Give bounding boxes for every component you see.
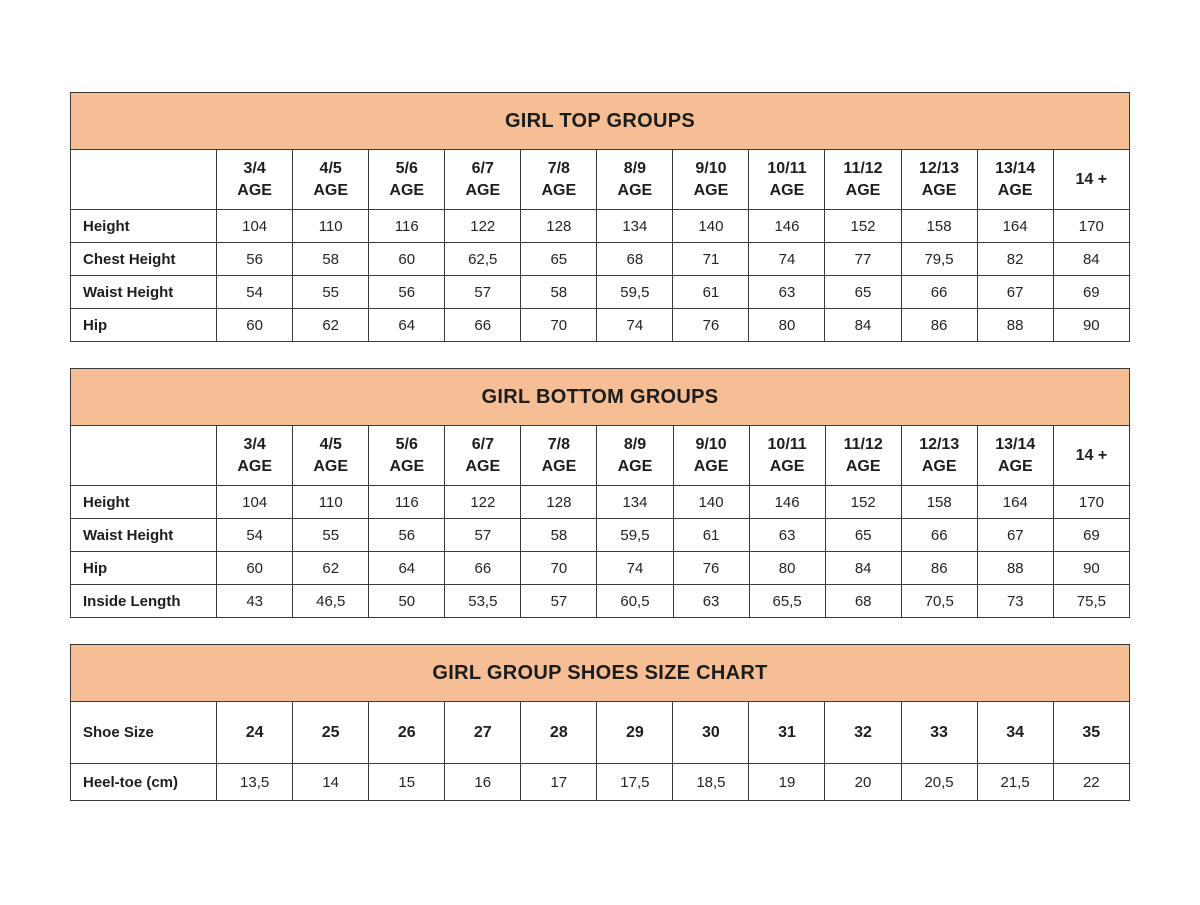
table-row xyxy=(71,585,1130,618)
age-header-line: 14 + xyxy=(1075,170,1108,188)
value-cell: 80 xyxy=(749,552,825,585)
age-header-line: AGE xyxy=(921,181,957,199)
age-header-cell xyxy=(825,426,901,486)
age-header-cell xyxy=(749,150,825,210)
value-cell: 63 xyxy=(749,276,825,309)
value-cell: 56 xyxy=(369,519,445,552)
age-header-line: AGE xyxy=(845,457,881,475)
value-cell: 60 xyxy=(217,309,293,342)
age-header-cell xyxy=(1053,426,1129,486)
value-cell: 57 xyxy=(445,519,521,552)
value-cell: 18,5 xyxy=(673,764,749,801)
value-cell: 56 xyxy=(369,276,445,309)
value-cell: 110 xyxy=(293,486,369,519)
value-cell: 22 xyxy=(1053,764,1129,801)
value-cell: 66 xyxy=(445,309,521,342)
value-cell: 59,5 xyxy=(597,276,673,309)
table-row xyxy=(71,702,1130,764)
value-cell: 17 xyxy=(521,764,597,801)
girl-shoes-size-chart-table xyxy=(70,644,1130,801)
value-cell: 69 xyxy=(1053,276,1129,309)
value-cell: 67 xyxy=(977,276,1053,309)
age-header-line: AGE xyxy=(617,457,653,475)
girl-top-groups-table xyxy=(70,92,1130,342)
age-header-line: 4/5 xyxy=(319,160,342,178)
table-row xyxy=(71,309,1130,342)
value-cell: 62 xyxy=(293,309,369,342)
age-header-line: 8/9 xyxy=(623,160,646,178)
value-cell: 25 xyxy=(293,702,369,764)
value-cell: 50 xyxy=(369,585,445,618)
age-header-line: 12/13 xyxy=(919,436,960,454)
table-row xyxy=(71,276,1130,309)
value-cell: 86 xyxy=(901,552,977,585)
value-cell: 15 xyxy=(369,764,445,801)
age-header-line: 10/11 xyxy=(767,436,807,454)
table-row xyxy=(71,486,1130,519)
age-header-line: 12/13 xyxy=(919,160,960,178)
row-label: Heel-toe (cm) xyxy=(71,764,217,801)
value-cell: 152 xyxy=(825,486,901,519)
value-cell: 64 xyxy=(369,552,445,585)
value-cell: 82 xyxy=(977,243,1053,276)
age-header-cell xyxy=(977,426,1053,486)
age-header-line: 5/6 xyxy=(395,160,418,178)
value-cell: 58 xyxy=(521,519,597,552)
age-header-line: AGE xyxy=(465,181,501,199)
age-header-line: AGE xyxy=(921,457,957,475)
value-cell: 58 xyxy=(521,276,597,309)
age-header-line: AGE xyxy=(313,457,349,475)
age-header-cell xyxy=(901,150,977,210)
corner-cell xyxy=(71,426,217,486)
row-label: Shoe Size xyxy=(71,702,217,764)
value-cell: 54 xyxy=(217,276,293,309)
age-header-cell xyxy=(673,150,749,210)
age-header-line: 7/8 xyxy=(547,436,571,454)
row-label: Waist Height xyxy=(71,519,217,552)
table-title: GIRL BOTTOM GROUPS xyxy=(71,369,1130,426)
age-header-cell xyxy=(597,150,673,210)
value-cell: 26 xyxy=(369,702,445,764)
value-cell: 57 xyxy=(445,276,521,309)
value-cell: 128 xyxy=(521,210,597,243)
age-header-line: 13/14 xyxy=(995,160,1036,178)
value-cell: 73 xyxy=(977,585,1053,618)
age-header-line: 3/4 xyxy=(243,160,266,178)
age-header-line: AGE xyxy=(389,181,425,199)
age-header-cell xyxy=(293,426,369,486)
value-cell: 64 xyxy=(369,309,445,342)
value-cell: 60 xyxy=(369,243,445,276)
value-cell: 20,5 xyxy=(901,764,977,801)
age-header-line: AGE xyxy=(237,181,272,199)
value-cell: 90 xyxy=(1053,552,1129,585)
value-cell: 170 xyxy=(1053,210,1129,243)
value-cell: 28 xyxy=(521,702,597,764)
value-cell: 13,5 xyxy=(217,764,293,801)
value-cell: 67 xyxy=(977,519,1053,552)
girl-bottom-groups-table xyxy=(70,368,1130,618)
value-cell: 164 xyxy=(977,486,1053,519)
value-cell: 65 xyxy=(825,519,901,552)
value-cell: 66 xyxy=(901,276,977,309)
row-label: Hip xyxy=(71,309,217,342)
age-header-cell xyxy=(901,426,977,486)
age-header-cell xyxy=(445,426,521,486)
value-cell: 20 xyxy=(825,764,901,801)
age-header-line: AGE xyxy=(997,457,1033,475)
row-label: Height xyxy=(71,486,217,519)
age-header-cell xyxy=(293,150,369,210)
age-header-line: 5/6 xyxy=(395,436,418,454)
value-cell: 58 xyxy=(293,243,369,276)
value-cell: 27 xyxy=(445,702,521,764)
value-cell: 116 xyxy=(369,486,445,519)
row-label: Inside Length xyxy=(71,585,217,618)
value-cell: 60 xyxy=(217,552,293,585)
value-cell: 66 xyxy=(901,519,977,552)
value-cell: 84 xyxy=(1053,243,1129,276)
value-cell: 70 xyxy=(521,309,597,342)
table-title: GIRL TOP GROUPS xyxy=(71,93,1130,150)
value-cell: 34 xyxy=(977,702,1053,764)
value-cell: 43 xyxy=(217,585,293,618)
value-cell: 32 xyxy=(825,702,901,764)
age-header-cell xyxy=(597,426,673,486)
value-cell: 75,5 xyxy=(1053,585,1129,618)
age-header-cell xyxy=(977,150,1053,210)
value-cell: 74 xyxy=(749,243,825,276)
value-cell: 84 xyxy=(825,552,901,585)
row-label: Chest Height xyxy=(71,243,217,276)
age-header-line: AGE xyxy=(465,457,501,475)
value-cell: 68 xyxy=(825,585,901,618)
age-header-line: AGE xyxy=(541,181,577,199)
value-cell: 29 xyxy=(597,702,673,764)
value-cell: 24 xyxy=(217,702,293,764)
row-label: Waist Height xyxy=(71,276,217,309)
value-cell: 61 xyxy=(673,519,749,552)
age-header-line: 9/10 xyxy=(695,160,727,178)
age-header-line: 10/11 xyxy=(767,160,807,178)
age-header-line: 9/10 xyxy=(695,436,727,454)
value-cell: 31 xyxy=(749,702,825,764)
value-cell: 65 xyxy=(521,243,597,276)
value-cell: 65 xyxy=(825,276,901,309)
value-cell: 104 xyxy=(217,210,293,243)
table-row xyxy=(71,552,1130,585)
value-cell: 88 xyxy=(977,552,1053,585)
value-cell: 110 xyxy=(293,210,369,243)
age-header-cell xyxy=(1053,150,1129,210)
age-header-line: AGE xyxy=(541,457,577,475)
value-cell: 77 xyxy=(825,243,901,276)
age-header-cell xyxy=(217,150,293,210)
table-row xyxy=(71,519,1130,552)
value-cell: 35 xyxy=(1053,702,1129,764)
age-header-line: AGE xyxy=(693,457,729,475)
corner-cell xyxy=(71,150,217,210)
value-cell: 86 xyxy=(901,309,977,342)
value-cell: 158 xyxy=(901,486,977,519)
value-cell: 122 xyxy=(445,486,521,519)
value-cell: 152 xyxy=(825,210,901,243)
value-cell: 76 xyxy=(673,552,749,585)
value-cell: 16 xyxy=(445,764,521,801)
age-header-line: 11/12 xyxy=(843,436,883,454)
age-header-cell xyxy=(521,150,597,210)
age-header-line: AGE xyxy=(769,457,805,475)
table-row xyxy=(71,764,1130,801)
table-title: GIRL GROUP SHOES SIZE CHART xyxy=(71,645,1130,702)
value-cell: 62,5 xyxy=(445,243,521,276)
age-header-line: AGE xyxy=(389,457,425,475)
age-header-line: 4/5 xyxy=(319,436,342,454)
table-row xyxy=(71,243,1130,276)
age-header-line: 8/9 xyxy=(623,436,647,454)
value-cell: 56 xyxy=(217,243,293,276)
value-cell: 30 xyxy=(673,702,749,764)
value-cell: 84 xyxy=(825,309,901,342)
age-header-line: AGE xyxy=(237,457,272,475)
age-header-cell xyxy=(445,150,521,210)
age-header-line: AGE xyxy=(617,181,653,199)
value-cell: 70,5 xyxy=(901,585,977,618)
age-header-line: 6/7 xyxy=(471,436,494,454)
row-label: Hip xyxy=(71,552,217,585)
age-header-line: AGE xyxy=(845,181,881,199)
value-cell: 59,5 xyxy=(597,519,673,552)
value-cell: 79,5 xyxy=(901,243,977,276)
value-cell: 140 xyxy=(673,486,749,519)
value-cell: 146 xyxy=(749,486,825,519)
age-header-cell xyxy=(825,150,901,210)
value-cell: 33 xyxy=(901,702,977,764)
age-header-cell xyxy=(369,150,445,210)
value-cell: 69 xyxy=(1053,519,1129,552)
value-cell: 66 xyxy=(445,552,521,585)
value-cell: 134 xyxy=(597,210,673,243)
age-header-line: 7/8 xyxy=(547,160,570,178)
value-cell: 74 xyxy=(597,309,673,342)
value-cell: 68 xyxy=(597,243,673,276)
value-cell: 170 xyxy=(1053,486,1129,519)
value-cell: 63 xyxy=(749,519,825,552)
value-cell: 55 xyxy=(293,519,369,552)
value-cell: 134 xyxy=(597,486,673,519)
age-header-line: AGE xyxy=(693,181,729,199)
value-cell: 71 xyxy=(673,243,749,276)
row-label: Height xyxy=(71,210,217,243)
age-header-line: 14 + xyxy=(1075,446,1108,464)
age-header-line: 6/7 xyxy=(471,160,494,178)
value-cell: 14 xyxy=(293,764,369,801)
age-header-cell xyxy=(369,426,445,486)
value-cell: 19 xyxy=(749,764,825,801)
age-header-cell xyxy=(217,426,293,486)
value-cell: 90 xyxy=(1053,309,1129,342)
value-cell: 60,5 xyxy=(597,585,673,618)
value-cell: 62 xyxy=(293,552,369,585)
value-cell: 46,5 xyxy=(293,585,369,618)
age-header-line: AGE xyxy=(997,181,1033,199)
value-cell: 65,5 xyxy=(749,585,825,618)
value-cell: 70 xyxy=(521,552,597,585)
age-header-cell xyxy=(749,426,825,486)
value-cell: 128 xyxy=(521,486,597,519)
age-header-cell xyxy=(521,426,597,486)
value-cell: 76 xyxy=(673,309,749,342)
value-cell: 164 xyxy=(977,210,1053,243)
value-cell: 17,5 xyxy=(597,764,673,801)
age-header-line: 11/12 xyxy=(843,160,883,178)
age-header-line: 3/4 xyxy=(243,436,266,454)
value-cell: 122 xyxy=(445,210,521,243)
value-cell: 140 xyxy=(673,210,749,243)
age-header-line: 13/14 xyxy=(995,436,1036,454)
value-cell: 116 xyxy=(369,210,445,243)
value-cell: 88 xyxy=(977,309,1053,342)
value-cell: 146 xyxy=(749,210,825,243)
value-cell: 104 xyxy=(217,486,293,519)
value-cell: 61 xyxy=(673,276,749,309)
value-cell: 57 xyxy=(521,585,597,618)
value-cell: 74 xyxy=(597,552,673,585)
age-header-line: AGE xyxy=(769,181,805,199)
value-cell: 158 xyxy=(901,210,977,243)
value-cell: 21,5 xyxy=(977,764,1053,801)
value-cell: 63 xyxy=(673,585,749,618)
age-header-line: AGE xyxy=(313,181,349,199)
value-cell: 53,5 xyxy=(445,585,521,618)
value-cell: 54 xyxy=(217,519,293,552)
value-cell: 55 xyxy=(293,276,369,309)
age-header-cell xyxy=(673,426,749,486)
table-row xyxy=(71,210,1130,243)
value-cell: 80 xyxy=(749,309,825,342)
